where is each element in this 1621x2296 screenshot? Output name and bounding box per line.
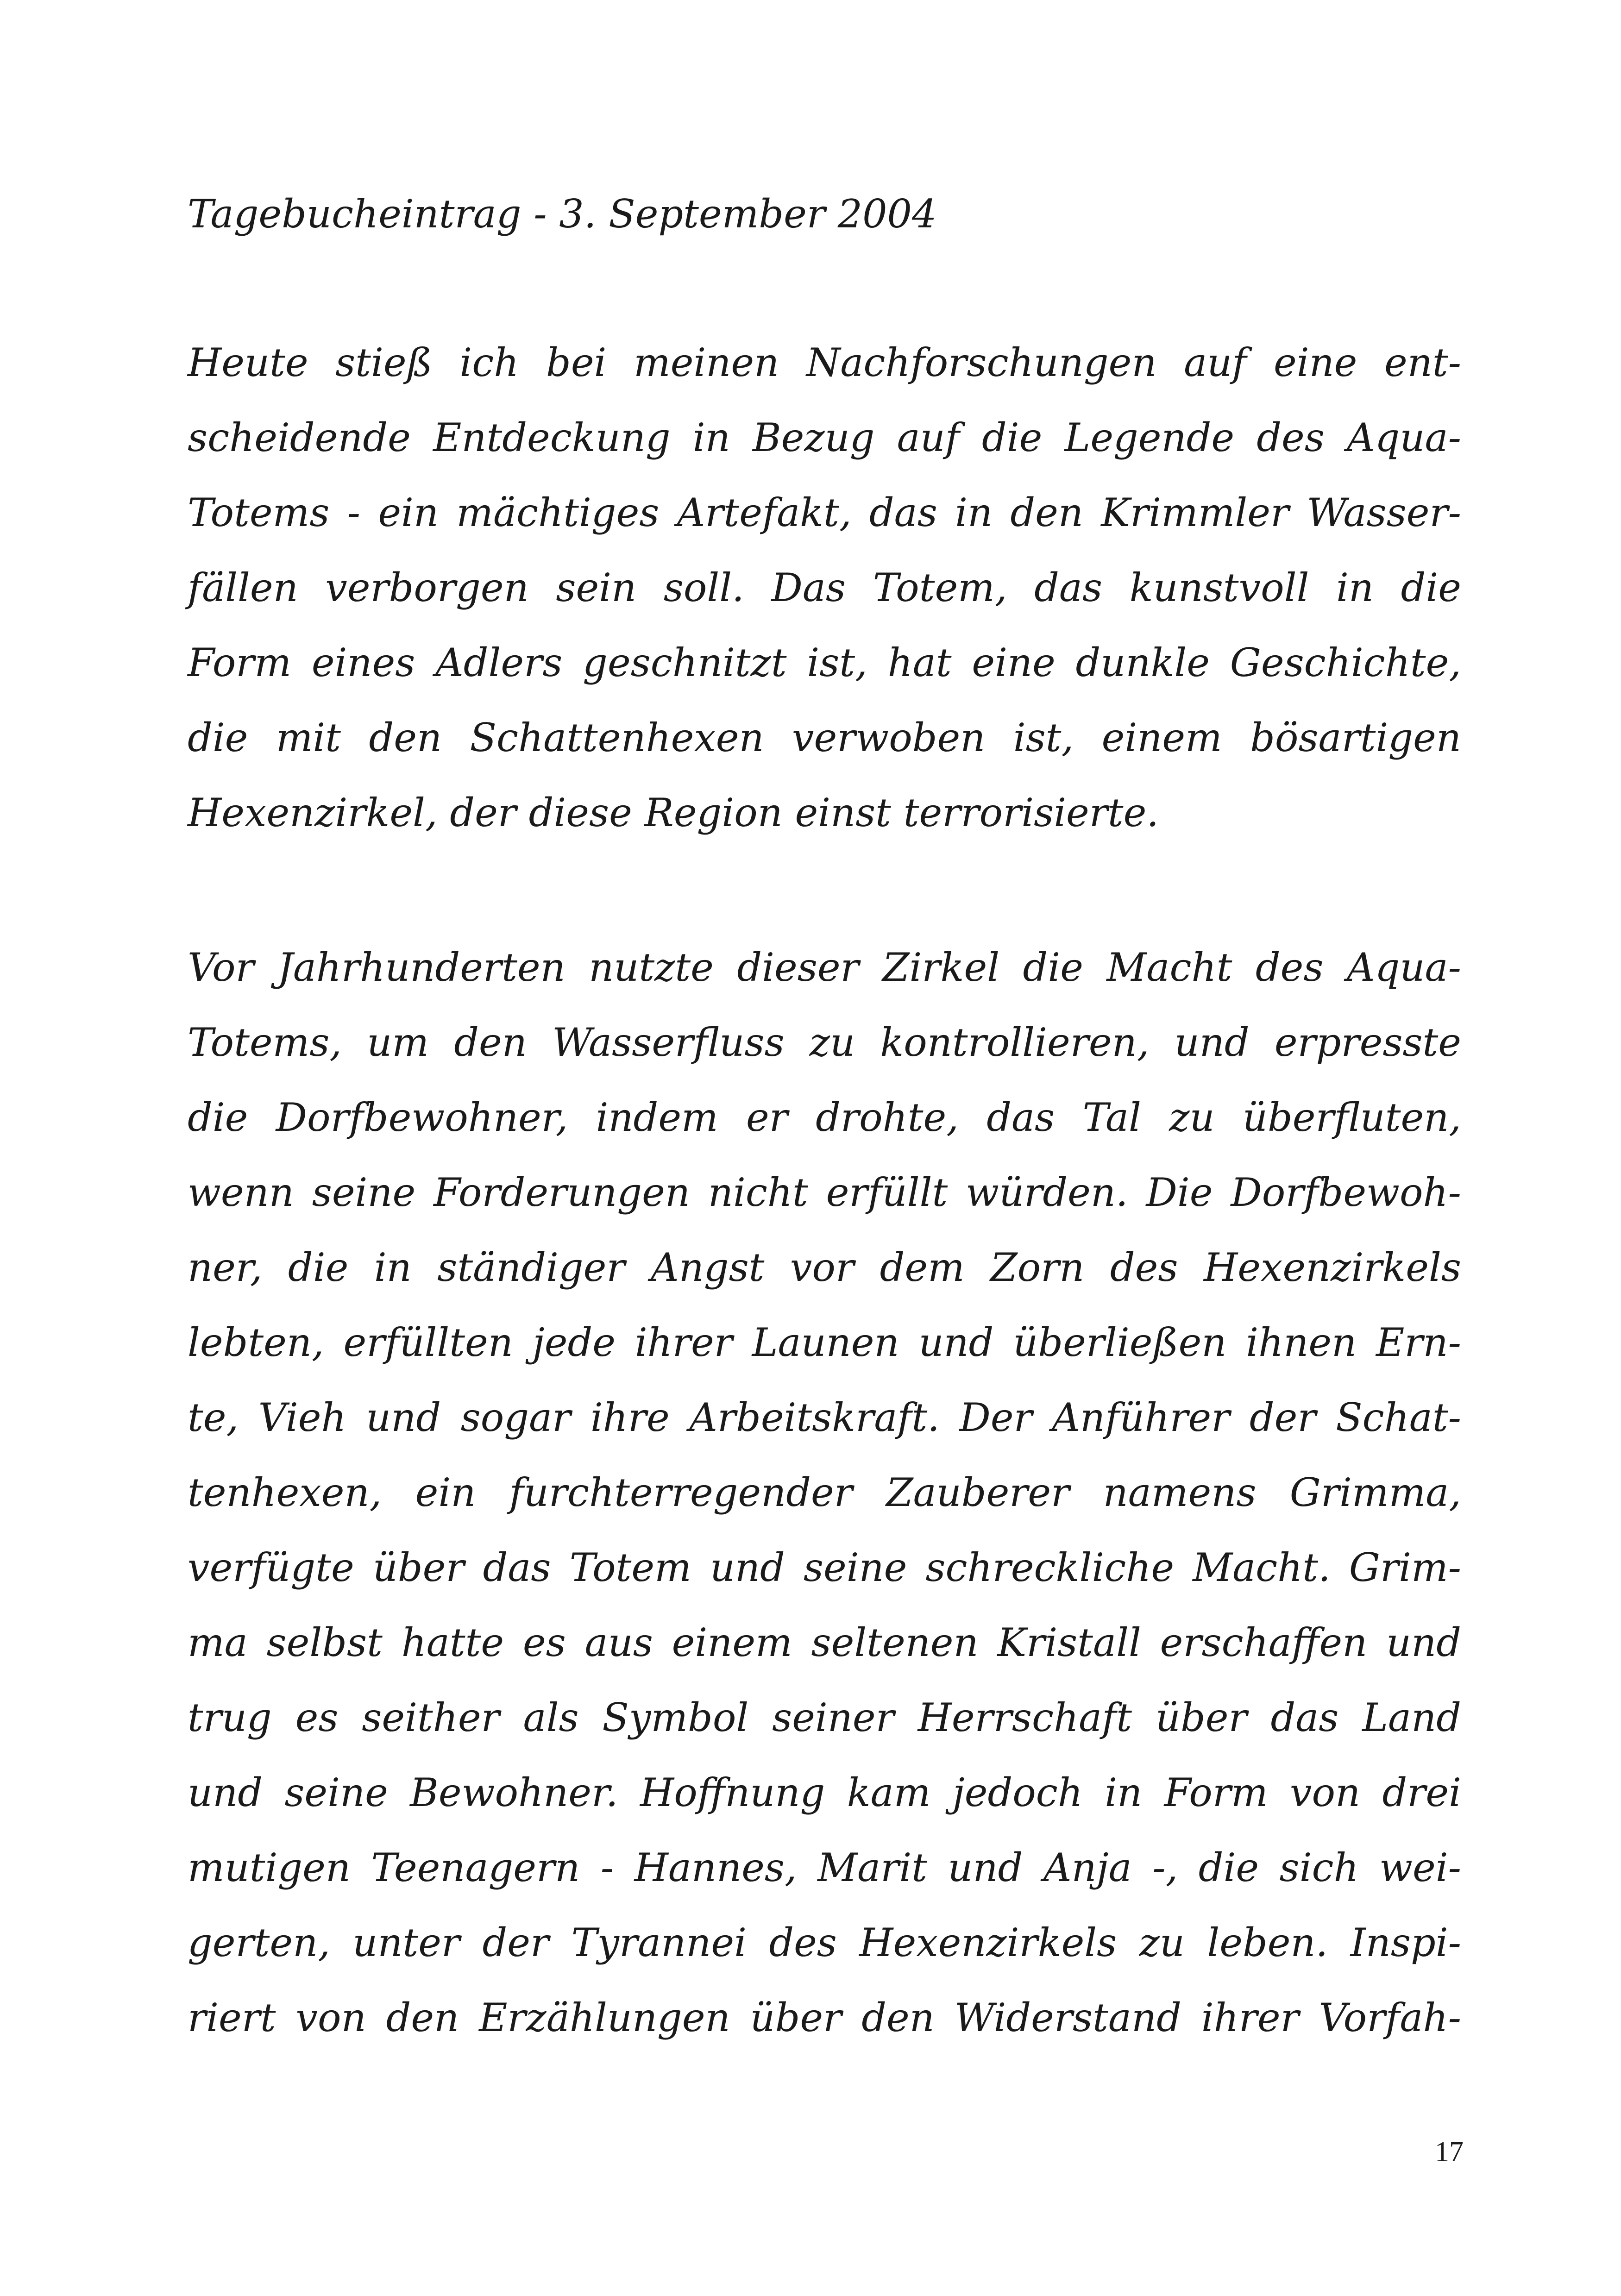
paragraph-line: ma selbst hatte es aus einem seltenen Kristall erschaffen und (188, 1620, 1461, 1665)
paragraph-line: verfügte über das Totem und seine schreckliche Macht. Grim- (188, 1545, 1461, 1590)
paragraph-line: scheidende Entdeckung in Bezug auf die Legende des Aqua- (188, 415, 1461, 460)
paragraph-line: fällen verborgen sein soll. Das Totem, das kunstvoll in die (188, 565, 1461, 610)
paragraph-line: mutigen Teenagern - Hannes, Marit und Anja -, die sich wei- (188, 1845, 1461, 1890)
paragraph-line: te, Vieh und sogar ihre Arbeitskraft. Der Anführer der Schat- (188, 1395, 1461, 1440)
paragraph-line: die mit den Schattenhexen verwoben ist, einem bösartigen (188, 715, 1461, 760)
paragraph-line: ner, die in ständiger Angst vor dem Zorn des Hexenzirkels (188, 1245, 1461, 1290)
paragraph-line: Totems, um den Wasserfluss zu kontrollieren, und erpresste (188, 1020, 1461, 1065)
paragraph-2 (188, 930, 1461, 2055)
paragraph-line: Totems - ein mächtiges Artefakt, das in den Krimmler Wasser- (188, 490, 1461, 535)
paragraph-1 (188, 325, 1461, 850)
diary-entry-heading: Tagebucheintrag - 3. September 2004 (188, 191, 937, 237)
paragraph-line: Hexenzirkel, der diese Region einst terrorisierte. (188, 790, 1159, 835)
paragraph-line: die Dorfbewohner, indem er drohte, das Tal zu überfluten, (188, 1095, 1461, 1140)
page-number: 17 (1435, 2136, 1464, 2168)
paragraph-line: wenn seine Forderungen nicht erfüllt würden. Die Dorfbewoh- (188, 1170, 1461, 1215)
paragraph-line: gerten, unter der Tyrannei des Hexenzirkels zu leben. Inspi- (188, 1920, 1461, 1965)
paragraph-line: Heute stieß ich bei meinen Nachforschungen auf eine ent- (188, 340, 1461, 385)
paragraph-line: lebten, erfüllten jede ihrer Launen und überließen ihnen Ern- (188, 1320, 1461, 1365)
paragraph-line: Form eines Adlers geschnitzt ist, hat eine dunkle Geschichte, (188, 640, 1461, 685)
paragraph-line: und seine Bewohner. Hoffnung kam jedoch in Form von drei (188, 1770, 1461, 1815)
paragraph-line: Vor Jahrhunderten nutzte dieser Zirkel die Macht des Aqua- (188, 945, 1461, 990)
paragraph-line: trug es seither als Symbol seiner Herrschaft über das Land (188, 1695, 1461, 1740)
paragraph-line: riert von den Erzählungen über den Widerstand ihrer Vorfah- (188, 1995, 1461, 2040)
paragraph-line: tenhexen, ein furchterregender Zauberer namens Grimma, (188, 1470, 1461, 1515)
